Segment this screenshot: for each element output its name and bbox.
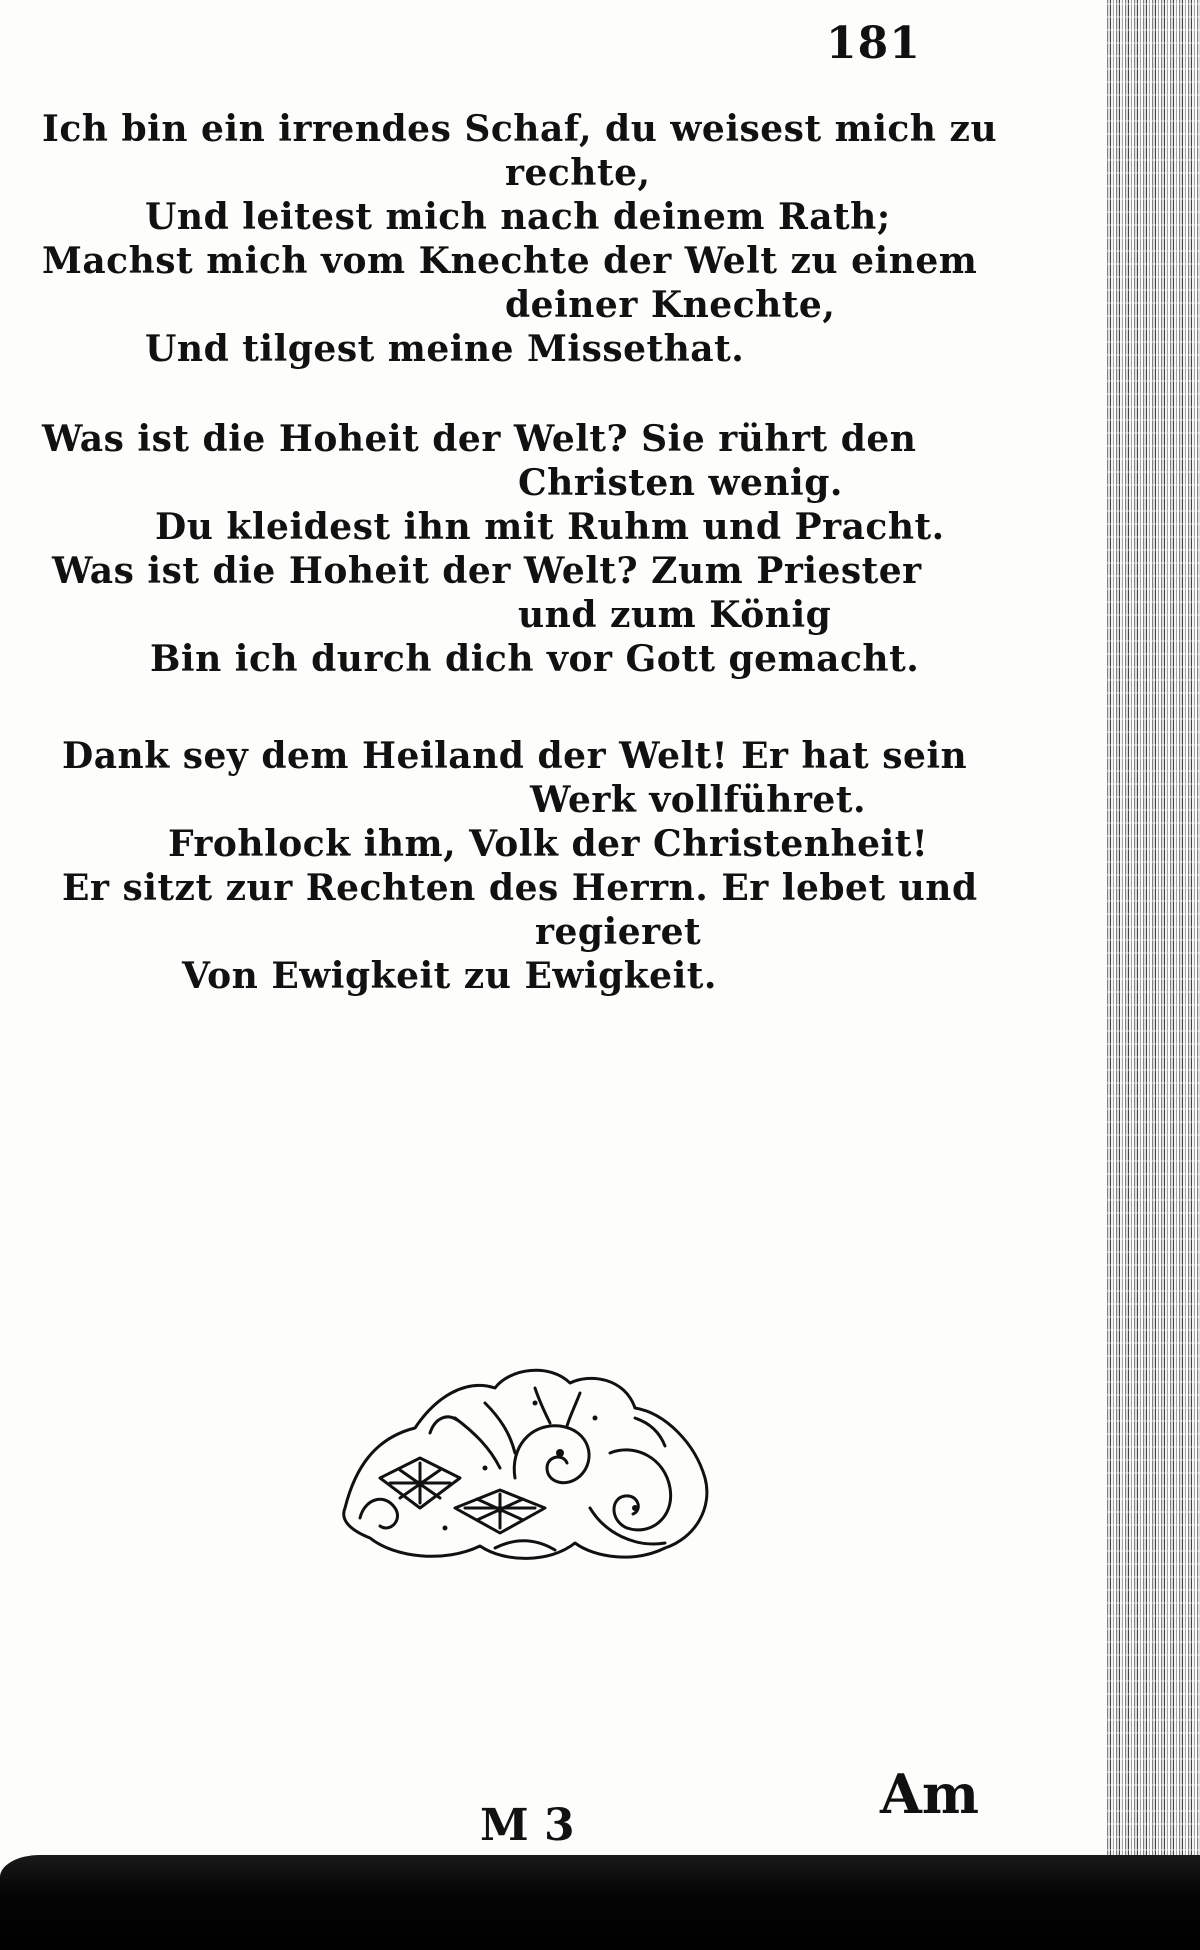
rococo-cartouche-ornament-icon <box>335 1358 720 1568</box>
verse-line-continuation: Werk vollführet. <box>530 779 866 821</box>
catchword: Am <box>880 1762 980 1826</box>
verse-line: Und leitest mich nach deinem Rath; <box>145 196 891 238</box>
verse-line: Frohlock ihm, Volk der Christenheit! <box>168 823 929 865</box>
signature-mark: M 3 <box>480 1800 575 1851</box>
verse-line: Ich bin ein irrendes Schaf, du weisest mich zu <box>42 108 998 150</box>
verse-line-continuation: und zum König <box>518 594 832 636</box>
verse-line: Von Ewigkeit zu Ewigkeit. <box>182 955 717 997</box>
page-edges <box>1105 0 1200 1875</box>
verse-line: Was ist die Hoheit der Welt? Zum Priester <box>52 550 922 592</box>
verse-line-continuation: regieret <box>535 911 702 953</box>
verse-line-continuation: deiner Knechte, <box>505 284 836 326</box>
binding-shadow <box>0 1855 1200 1950</box>
verse-line-continuation: rechte, <box>505 152 651 194</box>
page-number: 181 <box>826 18 921 69</box>
verse-line: Und tilgest meine Missethat. <box>145 328 745 370</box>
verse-line: Er sitzt zur Rechten des Herrn. Er lebet und <box>62 867 978 909</box>
verse-line: Dank sey dem Heiland der Welt! Er hat sein <box>62 735 968 777</box>
verse-line: Machst mich vom Knechte der Welt zu einem <box>42 240 978 282</box>
verse-line-continuation: Christen wenig. <box>518 462 843 504</box>
verse-line: Was ist die Hoheit der Welt? Sie rührt den <box>42 418 917 460</box>
verse-line: Bin ich durch dich vor Gott gemacht. <box>150 638 920 680</box>
verse-line: Du kleidest ihn mit Ruhm und Pracht. <box>155 506 945 548</box>
